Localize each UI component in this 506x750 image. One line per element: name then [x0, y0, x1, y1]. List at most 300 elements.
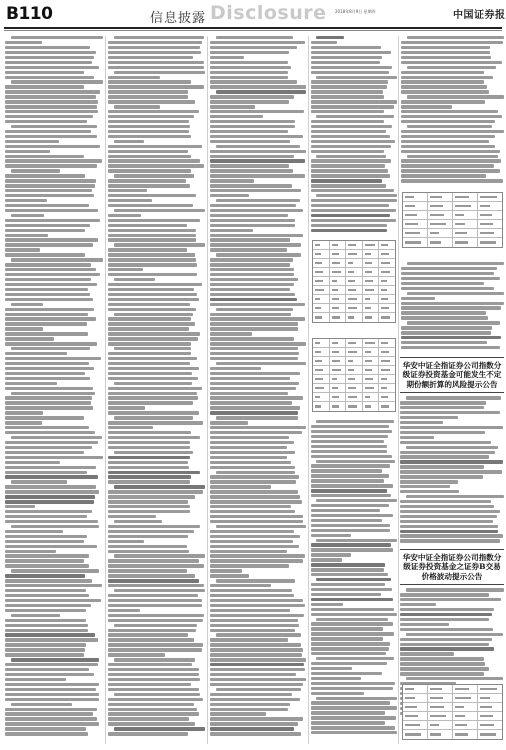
- text-line: [216, 308, 293, 311]
- text-line: [11, 80, 103, 83]
- column-divider: [398, 36, 399, 744]
- text-line: [401, 282, 484, 285]
- text-line: [400, 480, 458, 483]
- table-cell: [313, 295, 330, 303]
- text-line: [5, 66, 99, 69]
- text-line: [311, 667, 352, 670]
- text-line: [210, 303, 305, 306]
- text-line: [210, 159, 305, 162]
- text-line: [5, 451, 84, 454]
- text-line: [114, 313, 193, 316]
- text-line: [114, 105, 161, 108]
- text-line: [5, 510, 92, 513]
- text-line: [210, 288, 290, 291]
- text-line: [108, 41, 202, 44]
- table-cell: [313, 348, 330, 356]
- text-line: [406, 633, 503, 636]
- announcement-rule: [400, 357, 504, 358]
- text-line: [311, 80, 388, 83]
- table-cell: [403, 202, 428, 210]
- text-line: [210, 155, 294, 158]
- text-line: [311, 692, 364, 695]
- table-cell: [428, 193, 453, 201]
- text-line: [311, 140, 395, 143]
- text-line: [5, 362, 89, 365]
- text-line: [311, 558, 342, 561]
- text-line: [108, 421, 203, 424]
- text-line: [210, 629, 295, 632]
- text-line: [400, 416, 458, 419]
- text-line: [400, 505, 494, 508]
- text-line: [5, 717, 97, 720]
- table-cell: [379, 393, 395, 401]
- table-cell: [313, 304, 330, 312]
- text-line: [316, 539, 396, 542]
- text-line: [108, 673, 199, 676]
- text-line: [5, 520, 98, 523]
- text-line: [210, 283, 294, 286]
- table-cell: [363, 402, 380, 411]
- table-cell: [379, 304, 395, 312]
- text-line: [108, 411, 199, 414]
- table-row: [313, 357, 395, 366]
- text-line: [5, 693, 99, 696]
- text-line: [5, 604, 91, 607]
- text-line: [108, 337, 198, 340]
- text-line: [216, 362, 306, 365]
- text-line: [210, 683, 303, 686]
- text-line: [108, 362, 190, 365]
- text-line: [108, 258, 196, 261]
- table-row: [313, 259, 395, 268]
- text-line: [311, 647, 389, 650]
- text-line: [210, 71, 288, 74]
- table-cell: [453, 712, 478, 720]
- text-line: [5, 732, 88, 735]
- text-line: [5, 253, 85, 256]
- text-line: [5, 387, 93, 390]
- text-line: [210, 515, 303, 518]
- text-line: [400, 515, 497, 518]
- text-line: [407, 321, 499, 324]
- table-cell: [428, 721, 453, 729]
- text-line: [401, 331, 491, 334]
- text-line: [5, 105, 97, 108]
- table-cell: [330, 295, 347, 303]
- text-line: [5, 293, 90, 296]
- data-table: [312, 338, 396, 412]
- text-line: [108, 179, 186, 182]
- text-line: [5, 401, 91, 404]
- text-line: [108, 629, 196, 632]
- table-row: [403, 694, 502, 703]
- text-line: [210, 732, 301, 735]
- text-line: [407, 292, 504, 295]
- text-line: [311, 425, 389, 428]
- text-line: [311, 583, 385, 586]
- text-line: [108, 446, 190, 449]
- text-line: [311, 598, 393, 601]
- text-line: [5, 377, 90, 380]
- text-line: [108, 145, 202, 148]
- table-cell: [330, 393, 347, 401]
- text-line: [5, 317, 96, 320]
- text-line: [210, 56, 244, 59]
- text-line: [11, 303, 43, 306]
- text-line: [210, 189, 301, 192]
- text-line: [400, 500, 491, 503]
- text-line: [401, 76, 493, 79]
- text-line: [108, 342, 191, 345]
- text-line: [108, 253, 195, 256]
- table-cell: [313, 375, 330, 383]
- text-line: [400, 525, 498, 528]
- text-line: [210, 604, 305, 607]
- text-line: [311, 209, 396, 212]
- table-cell: [346, 268, 363, 276]
- text-line: [5, 85, 84, 88]
- text-line: [108, 564, 204, 567]
- text-line: [114, 36, 204, 39]
- table-row: [403, 685, 502, 694]
- text-line: [316, 618, 388, 621]
- table-cell: [363, 384, 380, 392]
- text-line: [210, 466, 295, 469]
- text-line: [108, 120, 189, 123]
- text-line: [311, 85, 387, 88]
- text-line: [108, 61, 204, 64]
- text-line: [216, 633, 302, 636]
- table-cell: [428, 703, 453, 711]
- table-cell: [330, 375, 347, 383]
- text-line: [210, 209, 303, 212]
- text-line: [400, 470, 502, 473]
- text-line: [401, 41, 503, 44]
- text-line: [210, 594, 294, 597]
- text-line: [210, 293, 295, 296]
- text-line: [316, 155, 386, 158]
- text-line: [5, 150, 50, 153]
- text-line: [108, 559, 199, 562]
- table-cell: [478, 238, 502, 247]
- text-line: [210, 727, 294, 730]
- table-cell: [453, 685, 478, 693]
- table-cell: [403, 193, 428, 201]
- text-line: [216, 579, 295, 582]
- text-line: [108, 683, 191, 686]
- text-line: [216, 199, 301, 202]
- text-line: [108, 604, 202, 607]
- text-line: [108, 406, 145, 409]
- text-line: [210, 722, 298, 725]
- table-cell: [363, 295, 380, 303]
- text-line: [11, 392, 95, 395]
- text-line: [210, 347, 298, 350]
- text-line: [400, 539, 500, 542]
- text-line: [316, 36, 344, 39]
- text-line: [5, 500, 94, 503]
- table-cell: [363, 277, 380, 285]
- text-line: [108, 377, 198, 380]
- text-line: [108, 540, 144, 543]
- text-line: [5, 352, 67, 355]
- text-line: [5, 209, 98, 212]
- table-cell: [453, 211, 478, 219]
- text-line: [406, 446, 498, 449]
- text-line: [311, 721, 385, 724]
- text-line: [108, 505, 190, 508]
- text-line: [108, 327, 189, 330]
- text-line: [216, 525, 306, 528]
- text-line: [5, 426, 89, 429]
- table-cell: [313, 241, 330, 249]
- text-line: [210, 273, 294, 276]
- text-line: [108, 609, 140, 612]
- text-line: [108, 238, 196, 241]
- text-line: [401, 145, 495, 148]
- text-line: [210, 648, 303, 651]
- text-line: [108, 535, 188, 538]
- text-line: [108, 550, 189, 553]
- text-line: [5, 648, 85, 651]
- table-cell: [346, 393, 363, 401]
- table-cell: [330, 357, 347, 365]
- text-line: [5, 76, 94, 79]
- text-line: [210, 574, 249, 577]
- text-line: [210, 238, 290, 241]
- text-line: [210, 698, 300, 701]
- text-line: [316, 420, 394, 423]
- text-line: [210, 248, 287, 251]
- text-line: [5, 278, 91, 281]
- text-line: [311, 145, 391, 148]
- text-line: [311, 731, 397, 734]
- text-line: [210, 372, 300, 375]
- text-line: [210, 322, 298, 325]
- text-line: [400, 406, 484, 409]
- text-line: [311, 41, 337, 44]
- text-line: [5, 313, 88, 316]
- text-line: [5, 727, 86, 730]
- text-line: [210, 446, 287, 449]
- text-line: [311, 529, 390, 532]
- text-line: [210, 357, 298, 360]
- text-line: [5, 115, 93, 118]
- text-line: [11, 569, 99, 572]
- table-cell: [428, 730, 453, 739]
- text-line: [108, 224, 187, 227]
- text-line: [311, 701, 390, 704]
- text-line: [210, 643, 301, 646]
- table-cell: [313, 268, 330, 276]
- data-table: [312, 240, 396, 323]
- table-cell: [428, 712, 453, 720]
- text-line: [114, 243, 205, 246]
- text-line: [401, 346, 500, 349]
- text-line: [210, 382, 299, 385]
- text-line: [210, 584, 271, 587]
- table-cell: [428, 211, 453, 219]
- column-divider: [105, 36, 106, 744]
- header-rule: [4, 27, 502, 29]
- text-line: [5, 135, 97, 138]
- text-line: [401, 341, 487, 344]
- text-line: [311, 608, 394, 611]
- text-line: [108, 545, 187, 548]
- text-line: [108, 708, 197, 711]
- table-cell: [346, 375, 363, 383]
- table-row: [403, 721, 502, 730]
- table-cell: [379, 357, 395, 365]
- text-line: [114, 71, 205, 74]
- text-line: [311, 548, 393, 551]
- table-cell: [379, 250, 395, 258]
- table-cell: [453, 238, 478, 247]
- table-cell: [379, 402, 395, 411]
- text-line: [108, 525, 200, 528]
- page-header: [0, 0, 506, 28]
- text-line: [5, 322, 87, 325]
- text-line: [311, 479, 384, 482]
- table-cell: [363, 366, 380, 374]
- text-line: [5, 273, 100, 276]
- text-line: [5, 288, 88, 291]
- text-line: [108, 194, 196, 197]
- table-row: [313, 295, 395, 304]
- table-cell: [346, 402, 363, 411]
- text-line: [210, 703, 290, 706]
- text-line: [108, 293, 197, 296]
- text-line: [311, 51, 391, 54]
- text-line: [311, 494, 391, 497]
- text-line: [108, 135, 191, 138]
- text-line: [401, 150, 500, 153]
- text-line: [400, 628, 493, 631]
- text-line: [210, 530, 294, 533]
- text-line: [401, 159, 501, 162]
- text-line: [210, 673, 296, 676]
- text-line: [114, 416, 193, 419]
- text-line: [108, 332, 200, 335]
- text-line: [114, 589, 205, 592]
- text-line: [400, 593, 489, 596]
- text-line: [400, 647, 494, 650]
- table-cell: [453, 721, 478, 729]
- column-divider: [207, 36, 208, 744]
- text-line: [210, 638, 288, 641]
- text-line: [108, 663, 192, 666]
- text-line: [400, 520, 493, 523]
- text-line: [210, 219, 295, 222]
- text-line: [407, 95, 504, 98]
- text-line: [210, 100, 289, 103]
- text-line: [210, 510, 295, 513]
- text-line: [11, 258, 103, 261]
- text-line: [400, 411, 500, 414]
- text-line: [5, 559, 84, 562]
- text-line: [5, 421, 42, 424]
- text-line: [108, 199, 152, 202]
- text-line: [108, 574, 195, 577]
- text-column-4-lower: [311, 420, 397, 744]
- text-line: [108, 357, 197, 360]
- text-line: [114, 278, 155, 281]
- table-row: [313, 241, 395, 250]
- text-line: [108, 495, 195, 498]
- text-line: [5, 564, 89, 567]
- text-line: [108, 125, 190, 128]
- announcement-rule: [400, 549, 504, 550]
- text-line: [311, 189, 394, 192]
- text-line: [210, 505, 291, 508]
- table-cell: [330, 313, 347, 322]
- table-cell: [379, 375, 395, 383]
- text-line: [400, 613, 492, 616]
- text-line: [400, 603, 436, 606]
- text-line: [311, 489, 387, 492]
- table-cell: [453, 703, 478, 711]
- text-line: [401, 287, 494, 290]
- text-line: [210, 194, 249, 197]
- text-line: [407, 155, 498, 158]
- page-number: B110: [6, 4, 53, 24]
- text-line: [5, 159, 102, 162]
- text-line: [311, 169, 388, 172]
- text-line: [210, 179, 254, 182]
- text-line: [311, 543, 391, 546]
- text-line: [210, 234, 303, 237]
- text-line: [210, 105, 255, 108]
- table-cell: [379, 259, 395, 267]
- text-line: [311, 445, 387, 448]
- table-cell: [346, 366, 363, 374]
- text-line: [311, 214, 390, 217]
- text-line: [108, 530, 194, 533]
- text-line: [5, 268, 96, 271]
- table-cell: [313, 259, 330, 267]
- table-cell: [363, 286, 380, 294]
- text-line: [5, 61, 92, 64]
- text-line: [5, 46, 90, 49]
- dateline: 2018年8月9日 星期四: [335, 9, 376, 14]
- table-cell: [363, 241, 380, 249]
- text-line: [108, 66, 204, 69]
- announcement-body: [400, 396, 504, 543]
- text-line: [210, 668, 305, 671]
- text-line: [5, 722, 99, 725]
- text-line: [400, 530, 498, 533]
- text-line: [311, 150, 384, 153]
- text-line: [5, 110, 98, 113]
- text-line: [311, 46, 381, 49]
- text-line: [210, 332, 252, 335]
- text-line: [5, 643, 86, 646]
- text-line: [210, 441, 294, 444]
- announcement-rule: [400, 392, 504, 393]
- text-line: [401, 56, 491, 59]
- text-line: [108, 283, 202, 286]
- text-line: [108, 619, 203, 622]
- text-line: [401, 311, 486, 314]
- text-line: [5, 712, 93, 715]
- text-line: [311, 504, 389, 507]
- text-line: [108, 95, 188, 98]
- text-line: [210, 367, 261, 370]
- text-line: [210, 624, 299, 627]
- text-line: [216, 36, 293, 39]
- text-line: [401, 272, 494, 275]
- text-line: [11, 169, 60, 172]
